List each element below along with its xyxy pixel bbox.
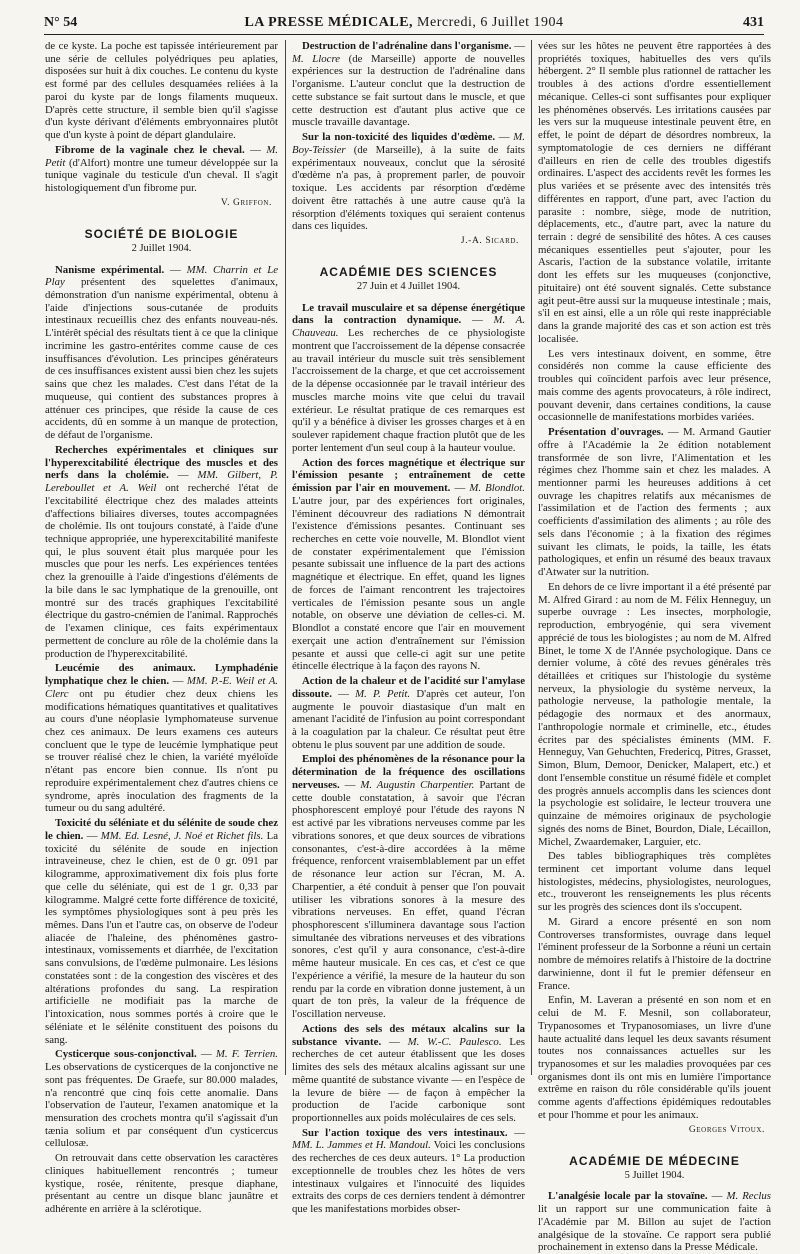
signature: J.-A. Sicard.: [460, 236, 519, 247]
article-title: Le travail musculaire et sa dépense énergétique dans la contraction dynamique.: [292, 301, 525, 327]
paragraph: M. Girard a encore présenté en son nom Controverses transformistes, ouvrage dans lequel l'éminent professeur de la Sorbonne a réuni un certain nombre de mémoires relatifs à l'histoire de la doctrine darwinienne, dont il fut le premier défenseur en France.: [538, 915, 771, 992]
page-header: [44, 12, 764, 35]
article-text: Les recherches de ce physiologiste montrent que l'accroissement de la dépense consacrée au travail intérieur du muscle suit très sensiblement l'accroissement de la charge, et que cet accroissement de la dépense occasionnée par le travail intérieur des muscles marche moins vite que celui du travail extérieur. Le résultat pratique de ces remarques est qu'il y a bénéfice à diviser les grosses charges et à en soulever rapidement chaque fraction plutôt que de les porter lentement d'un seul coup à la hauteur voulue.: [292, 327, 525, 454]
column-2: [292, 40, 526, 1216]
article-text: Les recherches de cet auteur établissent que les doses limites des sels des métaux alcalins agissant sur une même quantité de substance vivante — en l'espèce de la levure de bière — de façon à empêcher la production de l'acide carbonique sont proportionnelles aux poids moléculaires de ces sels.: [292, 1035, 525, 1125]
column-3: [538, 40, 771, 1254]
article-author: M. Blondlot.: [469, 482, 526, 495]
article-title: Nanisme expérimental.: [55, 263, 165, 276]
paragraph: Sur la non-toxicité des liquides d'œdème. — M. Boy-Teissier (de Marseille), à la suite de faits expérimentaux nouveaux, conclut que la sérosité d'œdème n'a pas, à proprement parler, de pouvoir toxique. Les accidents par résorption d'œdème doivent être rattachés à une autre cause qu'à la résorption d'éléments toxiques qui seraient contenus dans ces liquides.: [292, 131, 526, 233]
paragraph: vées sur les hôtes ne peuvent être rapportées à des propriétés toxiques, habituelles des vers qu'ils hébergent. 2° Il semble plus rationnel de rattacher les troubles à des actions d'ordre essentiellement mécanique. Celles-ci sont suffisantes pour expliquer les phénomènes observés. Les irritations causées par les vers sur la muqueuse intestinale peuvent être, en effet, le point de départ de désordres nombreux, la symptomatologie de ces derniers ne différant d'ailleurs en rien de celle des troubles digestifs ordinaires. L'aspect des accidents revêt les formes les plus variées et se présente avec des intensités très différentes en rapport, d'une part, avec l'action du parasite : nombre, siège, mode de nutrition, déplacements, etc., d'autre part, avec la nature du terrain : degré de sensibilité des hôtes. A ces causes mécaniques essentielles peut s'ajouter, pour les Ascaris, l'action de la substance volatile, irritante dont les effets sur les muqueuses (conjonctive, pituitaire) ont été souvent signalés. Cette substance agit peut-être aussi sur la muqueuse intestinale ; mais, s'il en est ainsi, elle a un rôle qui reste inappréciable dans la grande majorité des cas et son action est très localisée.: [538, 40, 771, 345]
journal-title: [44, 15, 764, 31]
section-date: 2 Juillet 1904.: [131, 243, 192, 255]
article-text: ont pu étudier chez deux chiens les modifications hématiques quantitatives et qualitatives au cours d'une néoplasie lymphomateuse survenue chez ces animaux. De leurs examens ces auteurs concluent que le type de leucémie lymphatique peut se trouver réalisé chez le chien, la variété myéloïde n'étant pas encore bien connue. Ils n'ont pu reproduire expérimentalement chez d'autres chiens ce syndrome, après inoculation des fragments de la tumeur ou du sang adultéré.: [45, 687, 279, 815]
paragraph: L'analgésie locale par la stovaïne. — M. Reclus lit un rapport sur une communication faite à l'Académie par M. Billon au sujet de l'action analgésique de la stovaïne. Ce rapport sera publié prochainement in extenso dans la Presse Médicale.: [538, 1190, 771, 1254]
paragraph: Nanisme expérimental. — MM. Charrin et Le Play présentent des squelettes d'animaux, démonstration d'un nanisme expérimental, obtenu à l'aide d'injections sous-cutanée de produits intestinaux recueillis chez des enfants nouveau-nés. L'intérêt spécial des résultats tient à ce que la clinique incrimine les gastro-entérites comme cause de ces insuffisances d'évolution. Les principes générateurs de ces insuffisances existent aussi bien chez les sujets sains que chez les malades. C'est dans l'état de la muqueuse, qui contient des substances propres à atténuer ces principes, que réside la cause de ces accidents, dû en somme à un manque de protection, de défaut de l'organisme.: [45, 263, 279, 442]
article-title: Leucémie des animaux. Lymphadénie lymphatique chez le chien.: [45, 662, 278, 688]
article-text: Les observations de cysticerques de la conjonctive ne sont pas fréquentes. De Graefe, sur 80.000 malades, n'a rencontré que cinq fois cette anomalie. Dans l'observation de l'auteur, l'examen anatomique et la mensuration des crochets montra qu'il s'agissait d'un tænia solium et par conséquent d'un cysticercus cellulosæ.: [45, 1061, 278, 1150]
column-divider: [285, 40, 286, 1075]
article-title: Cysticerque sous-conjonctival.: [55, 1048, 197, 1061]
article-title: Toxicité du séléniate et du sélénite de soude chez le chien.: [45, 817, 278, 842]
section-title: SOCIÉTÉ DE BIOLOGIE: [84, 227, 239, 242]
article-text: (de Marseille) apporte de nouvelles expériences sur la destruction de l'adrénaline dans l'organisme. L'auteur conclut que la destruction de cette substance se fait surtout dans le muscle, et que cette destruction est d'autant plus active que ce muscle travaille davantage.: [292, 52, 526, 129]
paragraph: Action des forces magnétique et électrique sur l'émission pesante ; entraînement de cette émission par l'air en mouvement. — M. Blondlot. L'autre jour, par des expériences fort originales, l'éminent découvreur des radiations N démontrait l'existence d'émissions pesantes. Continuant ses recherches en cette voie nouvelle, M. Blondlot vient de constater expérimentalement que l'émission pesante subissait une influence de la part des actions magnétique et électrique. En effet, quand les lignes de forces de l'aimant rencontrent les trajectoires verticales de l'émission pesante sous un angle notable, on observe une déviation de celles-ci. M. Blondlot a constaté encore que l'air en mouvement exerçait une action d'entraînement sur l'émission pesante et aussi que celle-ci agit sur une petite étincelle électrique à la façon des rayons N.: [292, 456, 526, 673]
signature: Georges Vitoux.: [688, 1124, 765, 1135]
article-title: Fibrome de la vaginale chez le cheval.: [55, 143, 245, 156]
paragraph: Le travail musculaire et sa dépense énergétique dans la contraction dynamique. — M. A. Chauveau. Les recherches de ce physiologiste montrent que l'accroissement de la dépense consacrée au travail intérieur du muscle suit très sensiblement l'accroissement de la charge, et que cet accroissement de la dépense occasionnée par le travail intérieur des muscles marche moins vite que celui du travail extérieur. Le résultat pratique de ces remarques est qu'il y a bénéfice à diviser les grosses charges et à en soulever rapidement chaque fraction plutôt que de les porter lentement d'un seul coup à la hauteur voulue.: [292, 301, 525, 454]
issue-number: N° 54: [44, 15, 78, 30]
article-author: M. Boy-Teissier: [292, 131, 525, 156]
signature: V. Griffon.: [220, 197, 272, 208]
article-title: Présentation d'ouvrages.: [548, 426, 664, 439]
article-text: présentent des squelettes d'animaux, démonstration d'un nanisme expérimental, obtenu à l'aide d'injections sous-cutanée de produits intestinaux recueillis chez des enfants nouveau-nés. L'intérêt spécial des résultats tient à ce que la clinique incrimine les gastro-entérites comme cause de ces insuffisances d'évolution. Les principes générateurs de ces insuffisances existent aussi bien chez les sujets sains que chez les malades. C'est dans l'état de la muqueuse, qui contient des substances propres à atténuer ces principes, que réside la cause de ces accidents, dû en somme à un manque de protection, de défaut de l'organisme.: [45, 276, 279, 442]
column-divider: [531, 40, 532, 1075]
article-author: MM. L. Jammes et H. Mandoul.: [292, 1139, 431, 1152]
paragraph: Fibrome de la vaginale chez le cheval. — M. Petit (d'Alfort) montre une tumeur développée sur la tunique vaginale du testicule d'un cheval. Il s'agit histologiquement d'un fibrome pur.: [45, 143, 279, 195]
article-title: Sur la non-toxicité des liquides d'œdème.: [302, 131, 496, 144]
article-author: MM. Gilbert, P. Lereboullet et A. Weil: [45, 469, 278, 495]
column-1: [45, 40, 279, 1216]
paragraph: Enfin, M. Laveran a présenté en son nom et en celui de M. F. Mesnil, son collaborateur, Trypanosomes et Trypanosomiases, un livre d'une haute actualité dans lequel les deux savants résument toutes nos connaissances actuelles sur les trypanosomes et sur les maladies provoquées par ces organismes dont ils ont mis en lumière l'importance extrême en raison du rôle considérable qu'ils jouent comme agents d'affections épidémiques redoutables et pour l'homme et pour les animaux.: [538, 994, 771, 1121]
article-title: Action de la chaleur et de l'acidité sur l'amylase dissoute.: [292, 675, 525, 700]
article-title: Emploi des phénomènes de la résonance pour la détermination de la fréquence des oscillations nerveuses.: [292, 753, 525, 791]
paragraph: Action de la chaleur et de l'acidité sur l'amylase dissoute. — M. P. Petit. D'après cet auteur, l'on augmente le pouvoir diastasique d'un malt en amenant l'acidité de l'infusion au point correspondant à la coagulation par la chaleur. Ce résultat peut être obtenu le plus souvent par une addition de soude.: [292, 675, 525, 751]
paragraph: Destruction de l'adrénaline dans l'organisme. — M. Llocre (de Marseille) apporte de nouvelles expériences sur la destruction de l'adrénaline dans l'organisme. L'auteur conclut que la destruction de cette substance se fait surtout dans le muscle, et que cette destruction est d'autant plus active que ce muscle travaille davantage.: [292, 40, 526, 129]
article-author: MM. Ed. Lesné, J. Noé et Richet fils.: [100, 829, 264, 842]
paragraph: Leucémie des animaux. Lymphadénie lymphatique chez le chien. — MM. P.-E. Weil et A. Clerc ont pu étudier chez deux chiens les modifications hématiques quantitatives et qualitatives au cours d'une néoplasie lymphomateuse survenue chez ces animaux. De leurs examens ces auteurs concluent que le type de leucémie lymphatique peut se trouver réalisé chez le chien, la variété myéloïde n'étant pas encore bien connue. Ils n'ont pu reproduire expérimentalement chez d'autres chiens ce syndrome, après inoculation des fragments de la tumeur ou du sang adultéré.: [45, 662, 279, 815]
article-author: M. Reclus: [726, 1190, 771, 1203]
article-title: L'analgésie locale par la stovaïne.: [548, 1190, 708, 1203]
article-title: Action des forces magnétique et électrique sur l'émission pesante ; entraînement de cette émission par l'air en mouvement.: [292, 456, 525, 495]
article-text: (d'Alfort) montre une tumeur développée sur la tunique vaginale du testicule d'un cheval. Il s'agit histologiquement d'un fibrome pur.: [45, 156, 278, 195]
paragraph: [538, 426, 771, 579]
article-text: L'autre jour, par des expériences fort originales, l'éminent découvreur des radiations N démontrait l'existence d'émissions pesantes. Continuant ses recherches en cette voie nouvelle, M. Blondlot vient de constater expérimentalement que l'émission pesante subissait une influence de la part des actions magnétique et électrique. En effet, quand les lignes de forces de l'aimant rencontrent les trajectoires verticales de l'émission pesante sous un angle notable, on observe une déviation de celles-ci. M. Blondlot a constaté encore que l'air en mouvement exerçait une action d'entraînement sur l'émission pesante et aussi que celle-ci agit sur une petite étincelle électrique à la façon des rayons N.: [292, 494, 525, 673]
article-author: M. Petit: [45, 143, 279, 169]
article-text: (de Marseille), à la suite de faits expérimentaux nouveaux, conclut que la sérosité d'œdème n'a pas, à proprement parler, de pouvoir toxique. Les accidents par résorption d'œdème doivent être rattachés à une autre cause qu'à la résorption d'éléments toxiques qui seraient contenus dans ces liquides.: [292, 143, 526, 233]
section-date: 5 Juillet 1904.: [624, 1170, 685, 1182]
section-title: ACADÉMIE DE MÉDECINE: [569, 1153, 740, 1168]
paragraph: Cysticerque sous-conjonctival. — M. F. Terrien. Les observations de cysticerques de la conjonctive ne sont pas fréquentes. De Graefe, sur 80.000 malades, n'a rencontré que cinq fois cette anomalie. Dans l'observation de l'auteur, l'examen anatomique et la mensuration des crochets montra qu'il s'agissait d'un tænia solium et par conséquent d'un cysticercus cellulosæ.: [45, 1048, 279, 1150]
paragraph: Les vers intestinaux doivent, en somme, être considérés non comme la cause efficiente des troubles qui coïncident parfois avec leur présence, mais comme des agents provocateurs, à rôle indirect, pouvant devenir, dans certaines conditions, la cause occasionnelle de manifestations morbides variées.: [538, 347, 771, 424]
paragraph: Toxicité du séléniate et du sélénite de soude chez le chien. — MM. Ed. Lesné, J. Noé et Richet fils. La toxicité du sélénite de soude en injection intraveineuse, chez le chien, est de 0 gr. 091 par kilogramme, approximativement dix fois plus forte que celle du séléniate, qui est de 1 gr. 0,33 par kilogramme. Malgré cette forte différence de toxicité, les symptômes physiologiques sont à peu près les mêmes. Dans l'un et l'autre cas, on observe de l'odeur aliacée de l'haleine, des phénomènes gastro-intestinaux, vomissements et diarrhée, de l'excitation sans convulsions, de l'œdème pulmonaire. Les lésions constatées sont : de la congestion des viscères et des altérations profondes du sang. La respiration artificielle ne modifiait pas la marche de l'intoxication, nous sommes portés à croire que le séléniate et le sélénite constituent des poisons du sang.: [45, 817, 279, 1046]
article-author: MM. Charrin et Le Play: [45, 263, 278, 289]
article-text: — M. Armand Gautier offre à l'Académie la 2e édition notablement transformée de son livre, l'Alimentation et les régimes chez l'homme sain et chez les malades. A mentionner parmi les heureuses additions à cet ouvrage les chapitres relatifs aux mécanismes de l'assimilation et de l'action des ferments ; aux coefficients d'assimilation des aliments ; au rôle des sels dans l'économie ; à la fixation des régimes suivant les climats, le poids, la taille, les états pathologiques, et enfin un résumé des beaux travaux d'Atwater sur la nutrition.: [538, 426, 771, 579]
paragraph: Emploi des phénomènes de la résonance pour la détermination de la fréquence des oscillations nerveuses. — M. Augustin Charpentier. Partant de cette double constatation, à savoir que l'écran phosphorescent employé pour l'étude des rayons N est activé par les vibrations nerveuses comme par les vibrations sonores, et que deux sources de vibrations consonantes, c'est-à-dire accordées à la même fréquence, renforcent vraisemblablement par un effet de résonance leur action sur l'écran, M. A. Charpentier, a été conduit à penser que l'on pouvait utiliser les vibrations sonores à la mesure des vibrations nerveuses. En effet, quand l'écran phosphorescent s'illuminera davantage sous l'action simultanée des vibrations nerveuses et des vibrations sonores, c'est qu'il y aura consonance, c'est-à-dire même hauteur musicale. En ces cas, et c'est ce que l'expérience a vérifié, la mesure de la hauteur du son rendu par la corde en vibration donne justement, à un quart de ton près, la valeur de la fréquence de l'oscillation nerveuse.: [292, 753, 526, 1021]
article-text: lit un rapport sur une communication faite à l'Académie par M. Billon au sujet de l'action analgésique de la stovaïne. Ce rapport sera publié prochainement in extenso dans la Presse Médicale.: [538, 1203, 771, 1254]
issue-date: Mercredi, 6 Juillet 1904: [417, 15, 564, 30]
article-author: M. Llocre: [292, 52, 341, 65]
paragraph: Recherches expérimentales et cliniques sur l'hyperexcitabilité électrique des muscles et des nerfs dans la cholémie. — MM. Gilbert, P. Lereboullet et A. Weil ont recherché l'état de l'excitabilité électrique chez des malades atteints d'affections biliaires diverses, toutes accompagnées de cholémie. Ils ont toujours constaté, à l'aide d'une technique appropriée, une hyperexcitabilité manifeste qui, le plus souvent était plus marquée pour les muscles que pour les nerfs. Les expériences tentées chez la grenouille à l'aide d'ingestions d'éléments de la bile dans le sac lymphatique de la grenouille, ont montré sur des tracés graphiques l'excitabilité électrique du gastro-cnémien de l'animal. Rapprochés de l'examen clinique, ces faits expérimentaux permettent de conclure au rôle de la cholémie dans la production de l'hyperexcitabilité.: [45, 443, 278, 660]
paragraph: Sur l'action toxique des vers intestinaux. — MM. L. Jammes et H. Mandoul. Voici les conclusions des recherches de ces deux auteurs. 1° La production exceptionnelle de troubles chez les hôtes de vers intestinaux vulgaires et l'innocuité des liquides extraits des corps de ces derniers tendent à démontrer que les manifestations morbides obser-: [292, 1126, 525, 1216]
article-author: M. F. Terrien.: [215, 1048, 279, 1061]
section-date: 27 Juin et 4 Juillet 1904.: [356, 281, 461, 293]
article-title: Destruction de l'adrénaline dans l'organisme.: [302, 40, 512, 52]
article-author: M. P. Petit.: [355, 687, 411, 700]
article-text: La toxicité du sélénite de soude en injection intraveineuse, chez le chien, est de 0 gr. 091 par kilogramme, approximativement dix fois plus forte que celle du séléniate, qui est de 1 gr. 0,33 par kilogramme. Malgré cette forte différence de toxicité, les symptômes physiologiques sont à peu près les mêmes. Dans l'un et l'autre cas, on observe de l'odeur aliacée de l'haleine, des phénomènes gastro-intestinaux, vomissements et diarrhée, de l'excitation sans convulsions, de l'œdème pulmonaire. Les lésions constatées sont : de la congestion des viscères et des altérations profondes du sang. La respiration artificielle ne modifiait pas la marche de l'intoxication, nous sommes portés à croire que le séléniate et le sélénite constituent des poisons du sang.: [45, 829, 279, 1046]
page-number: 431: [743, 15, 764, 30]
paragraph: Actions des sels des métaux alcalins sur la substance vivante. — M. W.-C. Paulesco. Les recherches de cet auteur établissent que les doses limites des sels des métaux alcalins agissant sur une même quantité de substance vivante — en l'espèce de la levure de bière — de façon à empêcher la production de l'acide carbonique sont proportionnelles aux poids moléculaires de ces sels.: [292, 1022, 525, 1125]
paragraph: de ce kyste. La poche est tapissée intérieurement par une série de cellules polyédriques peu aplaties, disposées sur huit à dix couches. Le contenu du kyste est formé par des cellules desquamées reliées à la paroi du kyste par de longs filaments muqueux. D'après cette structure, il semble bien qu'il s'agisse d'un kyste dérivant d'éléments embryonnaires plutôt que d'un kyste à point de départ glandulaire.: [45, 40, 278, 142]
article-author: M. A. Chauveau.: [292, 314, 525, 340]
article-title: Sur l'action toxique des vers intestinaux.: [302, 1126, 508, 1139]
article-text: Voici les conclusions des recherches de ces deux auteurs. 1° La production exceptionnelle de troubles chez les hôtes de vers intestinaux vulgaires et l'innocuité des liquides extraits des corps de ces derniers tendent à démontrer que les manifestations morbides obser-: [292, 1139, 525, 1216]
article-author: M. Augustin Charpentier.: [360, 778, 475, 791]
paragraph: En dehors de ce livre important il a été présenté par M. Alfred Girard : au nom de M. Félix Henneguy, un superbe ouvrage : Les insectes, morphologie, reproduction, embryogénie, qui sera vivement apprécié de tous les biologistes ; au nom de M. Alfred Binet, le tome X de l'Année psychologique. Dans ce dernier volume, à côté des revues générales très détaillées et critiques sur l'histologie du système nerveux, la physiologie du système nerveux, la pathologie nerveuse, la pathologie mentale, la pédagogie des normaux et des anormaux, l'anthropologie normale et criminelle, etc., études écrites par des spécialistes éminents (MM. F. Henneguy, Van Gehuchten, Fredericq, Pitres, Grasset, Simon, Blum, Demoor, Denicker, Malapert, etc.) et dont l'ensemble constitue un résumé fidèle et complet des progrès annuels accomplis dans les sciences dont la psychologie est solidaire, le lecteur trouvera une quinzaine de mémoires originaux de psychologie signés des noms de Binet, Bourdon, Diale, Lécaillon, Michel, Zwaardemaker, Larguier, etc.: [538, 580, 771, 848]
journal-name: LA PRESSE MÉDICALE,: [244, 15, 414, 30]
article-title: Recherches expérimentales et cliniques sur l'hyperexcitabilité électrique des muscles et des nerfs dans la cholémie.: [45, 443, 278, 482]
article-text: Partant de cette double constatation, à savoir que l'écran phosphorescent employé pour l'étude des rayons N est activé par les vibrations nerveuses comme par les vibrations sonores, et que deux sources de vibrations consonantes, c'est-à-dire accordées à la même fréquence, renforcent vraisemblablement par un effet de résonance leur action sur l'écran, M. A. Charpentier, a été conduit à penser que l'on pouvait utiliser les vibrations sonores à la mesure des vibrations nerveuses. En effet, quand l'écran phosphorescent s'illuminera davantage sous l'action simultanée des vibrations nerveuses et des vibrations sonores, c'est qu'il y aura consonance, c'est-à-dire même hauteur musicale. En ces cas, et c'est ce que l'expérience a vérifié, la mesure de la hauteur du son rendu par la corde en vibration donne justement, à un quart de ton près, la valeur de la fréquence de l'oscillation nerveuse.: [292, 778, 526, 1021]
article-text: D'après cet auteur, l'on augmente le pouvoir diastasique d'un malt en amenant l'acidité de l'infusion au point correspondant à la coagulation par la chaleur. Ce résultat peut être obtenu le plus souvent par une addition de soude.: [292, 687, 525, 751]
article-author: MM. P.-E. Weil et A. Clerc: [45, 675, 278, 700]
article-author: M. W.-C. Paulesco.: [407, 1035, 502, 1048]
article-title: Actions des sels des métaux alcalins sur la substance vivante.: [292, 1022, 525, 1048]
paragraph: On retrouvait dans cette observation les caractères cliniques habituellement rencontrés ; tumeur kystique, rosée, rénitente, presque diaphane, présentant au centre un disque blanc jaunâtre et adhérente en arrière à la sclérotique.: [45, 1152, 278, 1216]
paragraph: Des tables bibliographiques très complètes terminent cet important volume dans lequel histologistes, médecins, physiologistes, neurologues, etc., trouveront les renseignements les plus récents sur les progrès des sciences dont ils s'occupent.: [538, 850, 771, 914]
section-title: ACADÉMIE DES SCIENCES: [319, 265, 498, 280]
article-text: ont recherché l'état de l'excitabilité électrique chez des malades atteints d'affections biliaires diverses, toutes accompagnées de cholémie. Ils ont toujours constaté, à l'aide d'une technique appropriée, une hyperexcitabilité manifeste qui, le plus souvent était plus marquée pour les muscles que pour les nerfs. Les expériences tentées chez la grenouille à l'aide d'ingestions d'éléments de la bile dans le sac lymphatique de la grenouille, ont montré sur des tracés graphiques l'excitabilité électrique du gastro-cnémien de l'animal. Rapprochés de l'examen clinique, ces faits expérimentaux permettent de conclure au rôle de la cholémie dans la production de l'hyperexcitabilité.: [45, 482, 278, 660]
